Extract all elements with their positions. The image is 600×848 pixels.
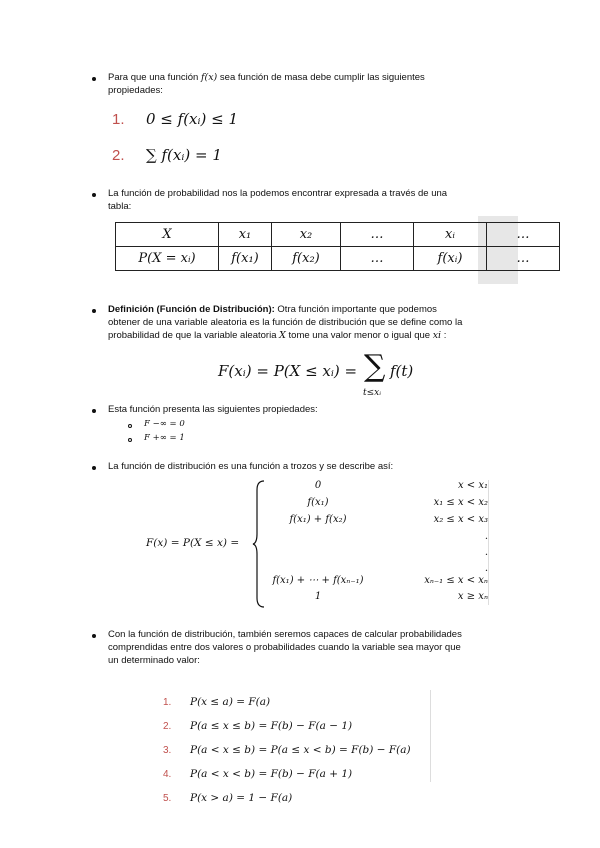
bullet (92, 634, 96, 638)
item-number: 2. (112, 147, 125, 164)
mass-property-1 (112, 110, 238, 128)
table-cell: … (487, 247, 560, 271)
intro-text-end: sea función de masa debe cumplir las siguientes (217, 72, 425, 83)
definition-line3-mid: tome una valor menor o igual que (285, 330, 433, 341)
divider (430, 690, 431, 782)
definition-line2: obtener de una variable aleatoria es la función de distribución que se define como la (108, 317, 463, 328)
case-condition: . (484, 531, 488, 542)
mass-property-2 (112, 146, 222, 164)
sub-bullet (128, 438, 132, 442)
formula-left: F(xᵢ) = P(X ≤ xᵢ) = (218, 362, 358, 380)
piecewise-lhs: F(x) = P(X ≤ x) = (146, 537, 240, 549)
case-condition: . (484, 547, 488, 558)
formula-number: 3. (163, 745, 172, 756)
definition-line1: Otra función importante que podemos (274, 304, 437, 315)
intro-text: Para que una función (108, 72, 201, 83)
probabilities-line3: un determinado valor: (108, 655, 200, 666)
bullet (92, 193, 96, 197)
table-intro-line2: tabla: (108, 201, 132, 212)
intro-fx: f(x) (200, 72, 218, 83)
intro-line2: propiedades: (108, 85, 163, 96)
bullet (92, 309, 96, 313)
formula-expr: P(a ≤ x ≤ b) = F(b) − F(a − 1) (190, 720, 353, 732)
case-condition: x < x₁ (457, 480, 488, 491)
item-expr: ∑ f(xᵢ) = 1 (146, 146, 222, 164)
table-cell: … (341, 247, 414, 271)
property-plus-inf: F +∞ = 1 (144, 433, 185, 443)
bullet (92, 409, 96, 413)
formula-number: 5. (163, 793, 172, 804)
case-value: f(x₁) + ⋯ + f(xₙ₋₁) (272, 575, 364, 586)
item-expr: 0 ≤ f(xᵢ) ≤ 1 (146, 110, 239, 128)
table-cell: xᵢ (414, 223, 487, 247)
distribution-definition (108, 303, 528, 342)
probabilities-line1: Con la función de distribución, también seremos capaces de calcular probabilidades (108, 629, 462, 640)
formula-expr: P(x > a) = 1 − F(a) (190, 792, 293, 804)
item-number: 1. (112, 111, 125, 128)
case-condition: x₂ ≤ x < x₃ (433, 514, 488, 525)
sub-bullet (128, 424, 132, 428)
table-cell: x₁ (219, 223, 272, 247)
table-intro (108, 187, 528, 213)
case-condition: x₁ ≤ x < x₂ (433, 497, 488, 508)
var-xi: xi (432, 330, 442, 341)
probabilities-line2: comprendidas entre dos valores o probabilidades cuando la variable sea mayor que (108, 642, 461, 653)
table-cell: x₂ (272, 223, 341, 247)
formula-number: 4. (163, 769, 172, 780)
case-condition: . (484, 563, 488, 574)
probabilities-intro (108, 628, 528, 667)
case-condition: xₙ₋₁ ≤ x < xₙ (424, 575, 488, 586)
table-row (116, 247, 560, 271)
mass-function-intro (108, 71, 528, 97)
table-cell: f(x₁) (219, 247, 272, 271)
definition-line3-end: : (441, 330, 447, 341)
table-cell: f(x₂) (272, 247, 341, 271)
case-condition: x ≥ xₙ (457, 591, 488, 602)
table-cell: f(xᵢ) (414, 247, 487, 271)
properties-intro: Esta función presenta las siguientes propiedades: (108, 404, 318, 415)
case-value: f(x₁) + f(x₂) (289, 514, 347, 525)
formula-number: 1. (163, 697, 172, 708)
case-value: f(x₁) (307, 497, 329, 508)
bullet (92, 77, 96, 81)
piecewise-intro: La función de distribución es una función a trozos y se describe así: (108, 461, 394, 472)
table-cell: P(X = xᵢ) (116, 247, 219, 271)
table-intro-line1: La función de probabilidad nos la podemos encontrar expresada a través de una (108, 188, 448, 199)
probability-table (115, 222, 560, 271)
formula-number: 2. (163, 721, 172, 732)
case-value: 1 (314, 591, 322, 602)
formula-expr: P(a < x ≤ b) = P(a ≤ x < b) = F(b) − F(a) (190, 744, 411, 756)
case-value: 0 (314, 480, 322, 491)
formula-right: f(t) (390, 362, 414, 380)
table-cell: X (116, 223, 219, 247)
property-minus-inf: F −∞ = 0 (144, 419, 185, 429)
table-cell: … (341, 223, 414, 247)
sum-subscript: t≤xᵢ (363, 388, 382, 398)
definition-label: Definición (Función de Distribución): (108, 304, 275, 315)
sum-symbol: ∑ (364, 349, 386, 384)
divider (488, 480, 489, 605)
formula-expr: P(a < x < b) = F(b) − F(a + 1) (190, 768, 353, 780)
table-cell: … (487, 223, 560, 247)
definition-line3: probabilidad de que la variable aleatoria (108, 330, 280, 341)
formula-expr: P(x ≤ a) = F(a) (190, 696, 271, 708)
var-x: X (279, 330, 286, 341)
table-row (116, 223, 560, 247)
bullet (92, 466, 96, 470)
distribution-formula (218, 362, 357, 380)
